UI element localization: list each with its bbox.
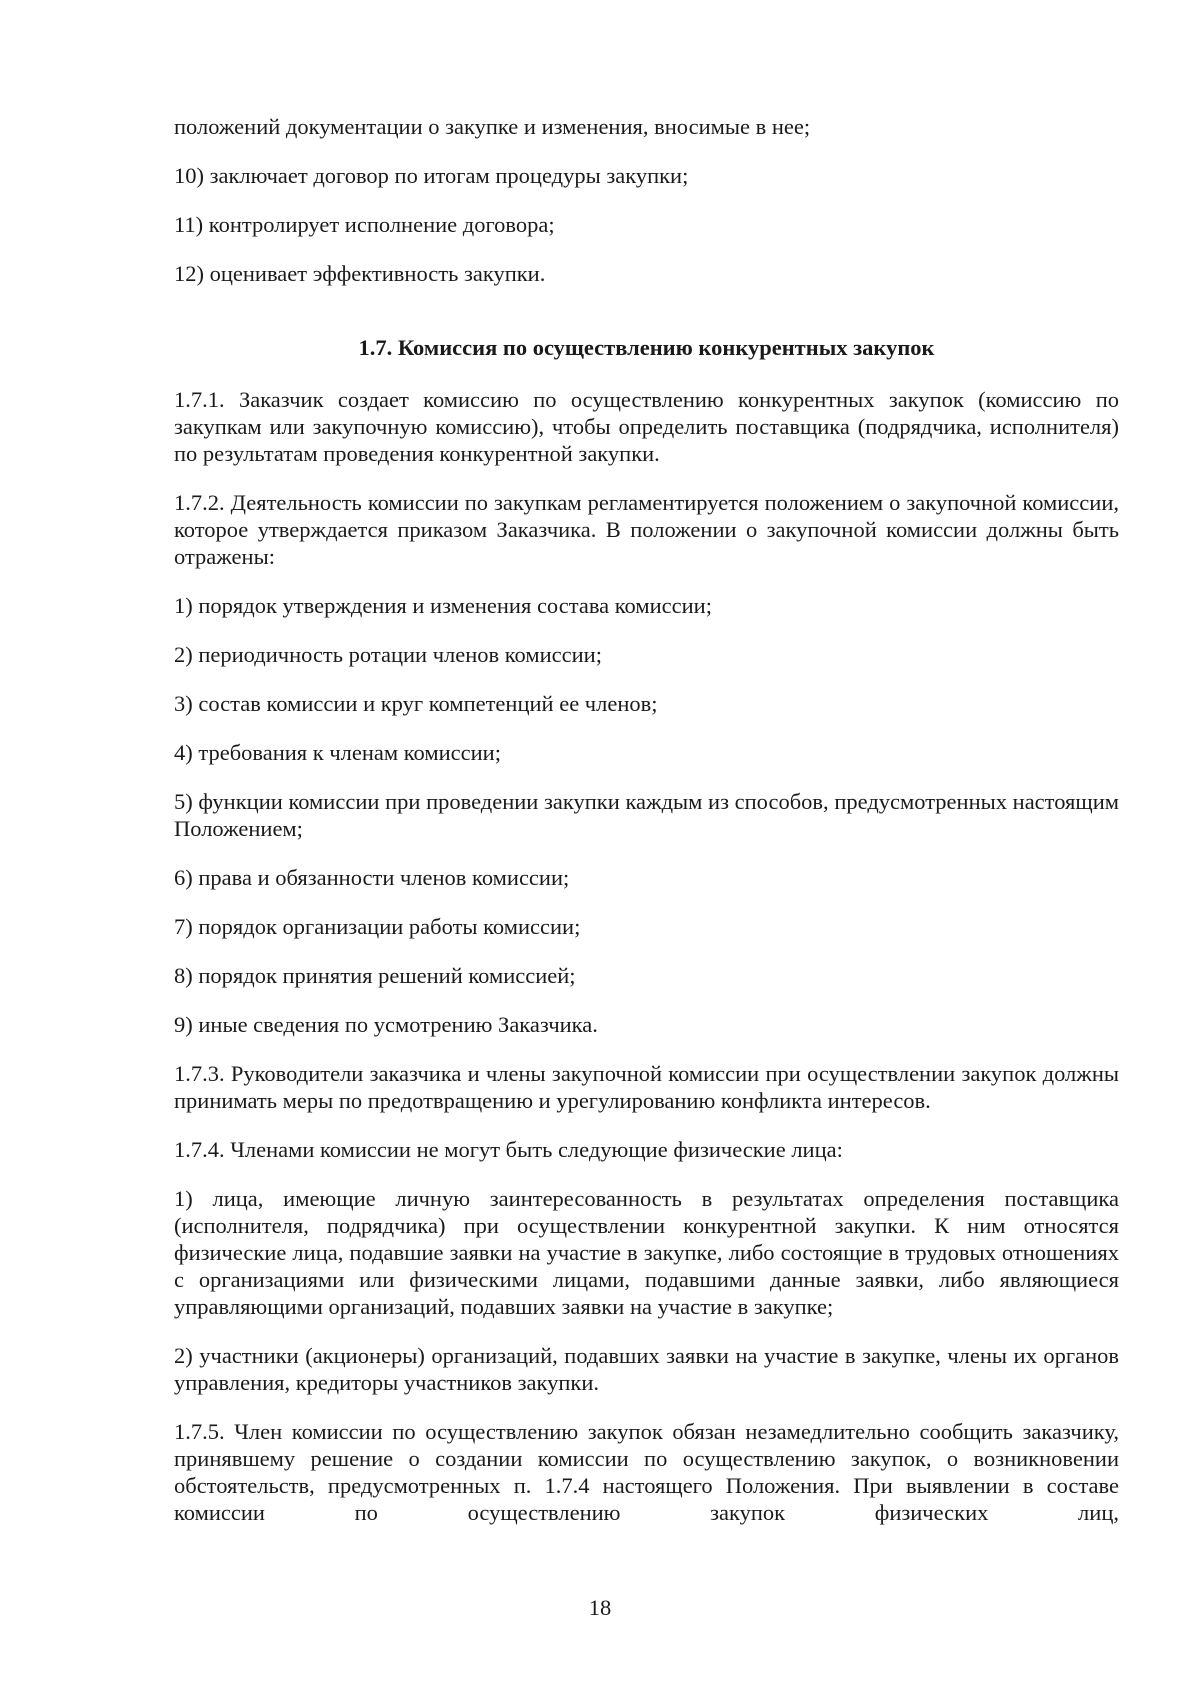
list-item: 10) заключает договор по итогам процедуры закупки; xyxy=(174,163,689,188)
list-item: 7) порядок организации работы комиссии; xyxy=(174,914,581,939)
list-item: 1) порядок утверждения и изменения состава комиссии; xyxy=(174,593,712,618)
continuation-line: положений документации о закупке и изменения, вносимые в нее; xyxy=(174,114,811,139)
list-item: 2) участники (акционеры) организаций, подавших заявки на участие в закупке, члены их органов управления, кредиторы участников закупки. xyxy=(174,1343,1119,1395)
paragraph-1-7-1: 1.7.1. Заказчик создает комиссию по осуществлению конкурентных закупок (комиссию по закупкам или закупочную комиссию), чтобы определить поставщика (подрядчика, исполнителя) по результатам проведения конкурентной закупки. xyxy=(174,387,1119,466)
page-number: 18 xyxy=(588,1595,612,1620)
list-item: 9) иные сведения по усмотрению Заказчика. xyxy=(174,1012,598,1037)
paragraph-1-7-4: 1.7.4. Членами комиссии не могут быть следующие физические лица: xyxy=(174,1137,843,1162)
list-item: 8) порядок принятия решений комиссией; xyxy=(174,963,576,988)
page-content xyxy=(174,113,1119,1548)
paragraph-1-7-5: 1.7.5. Член комиссии по осуществлению закупок обязан незамедлительно сообщить заказчику, принявшему решение о создании комиссии по осуществлению закупок, о возникновении обстоятельств, предусмотренных п. 1.7.4 настоящего Положения. При выявлении в составе комиссии по осуществлению закупок физических лиц, xyxy=(174,1419,1119,1525)
list-item: 1) лица, имеющие личную заинтересованность в результатах определения поставщика (исполнителя, подрядчика) при осуществлении конкурентной закупки. К ним относятся физические лица, подавшие заявки на участие в закупке, либо состоящие в трудовых отношениях с организациями или физическими лицами, подавшими данные заявки, либо являющиеся управляющими организаций, подавших заявки на участие в закупке; xyxy=(174,1186,1119,1319)
paragraph-1-7-3: 1.7.3. Руководители заказчика и члены закупочной комиссии при осуществлении закупок должны принимать меры по предотвращению и урегулированию конфликта интересов. xyxy=(174,1061,1119,1113)
section-heading: 1.7. Комиссия по осуществлению конкурентных закупок xyxy=(358,335,935,360)
list-item: 5) функции комиссии при проведении закупки каждым из способов, предусмотренных настоящим Положением; xyxy=(174,789,1119,841)
list-item: 11) контролирует исполнение договора; xyxy=(174,212,555,237)
list-item: 2) периодичность ротации членов комиссии; xyxy=(174,642,602,667)
list-item: 12) оценивает эффективность закупки. xyxy=(174,261,546,286)
list-item: 6) права и обязанности членов комиссии; xyxy=(174,865,570,890)
paragraph-1-7-2: 1.7.2. Деятельность комиссии по закупкам регламентируется положением о закупочной комиссии, которое утверждается приказом Заказчика. В положении о закупочной комиссии должны быть отражены: xyxy=(174,490,1119,569)
list-item: 4) требования к членам комиссии; xyxy=(174,740,501,765)
list-item: 3) состав комиссии и круг компетенций ее членов; xyxy=(174,691,658,716)
